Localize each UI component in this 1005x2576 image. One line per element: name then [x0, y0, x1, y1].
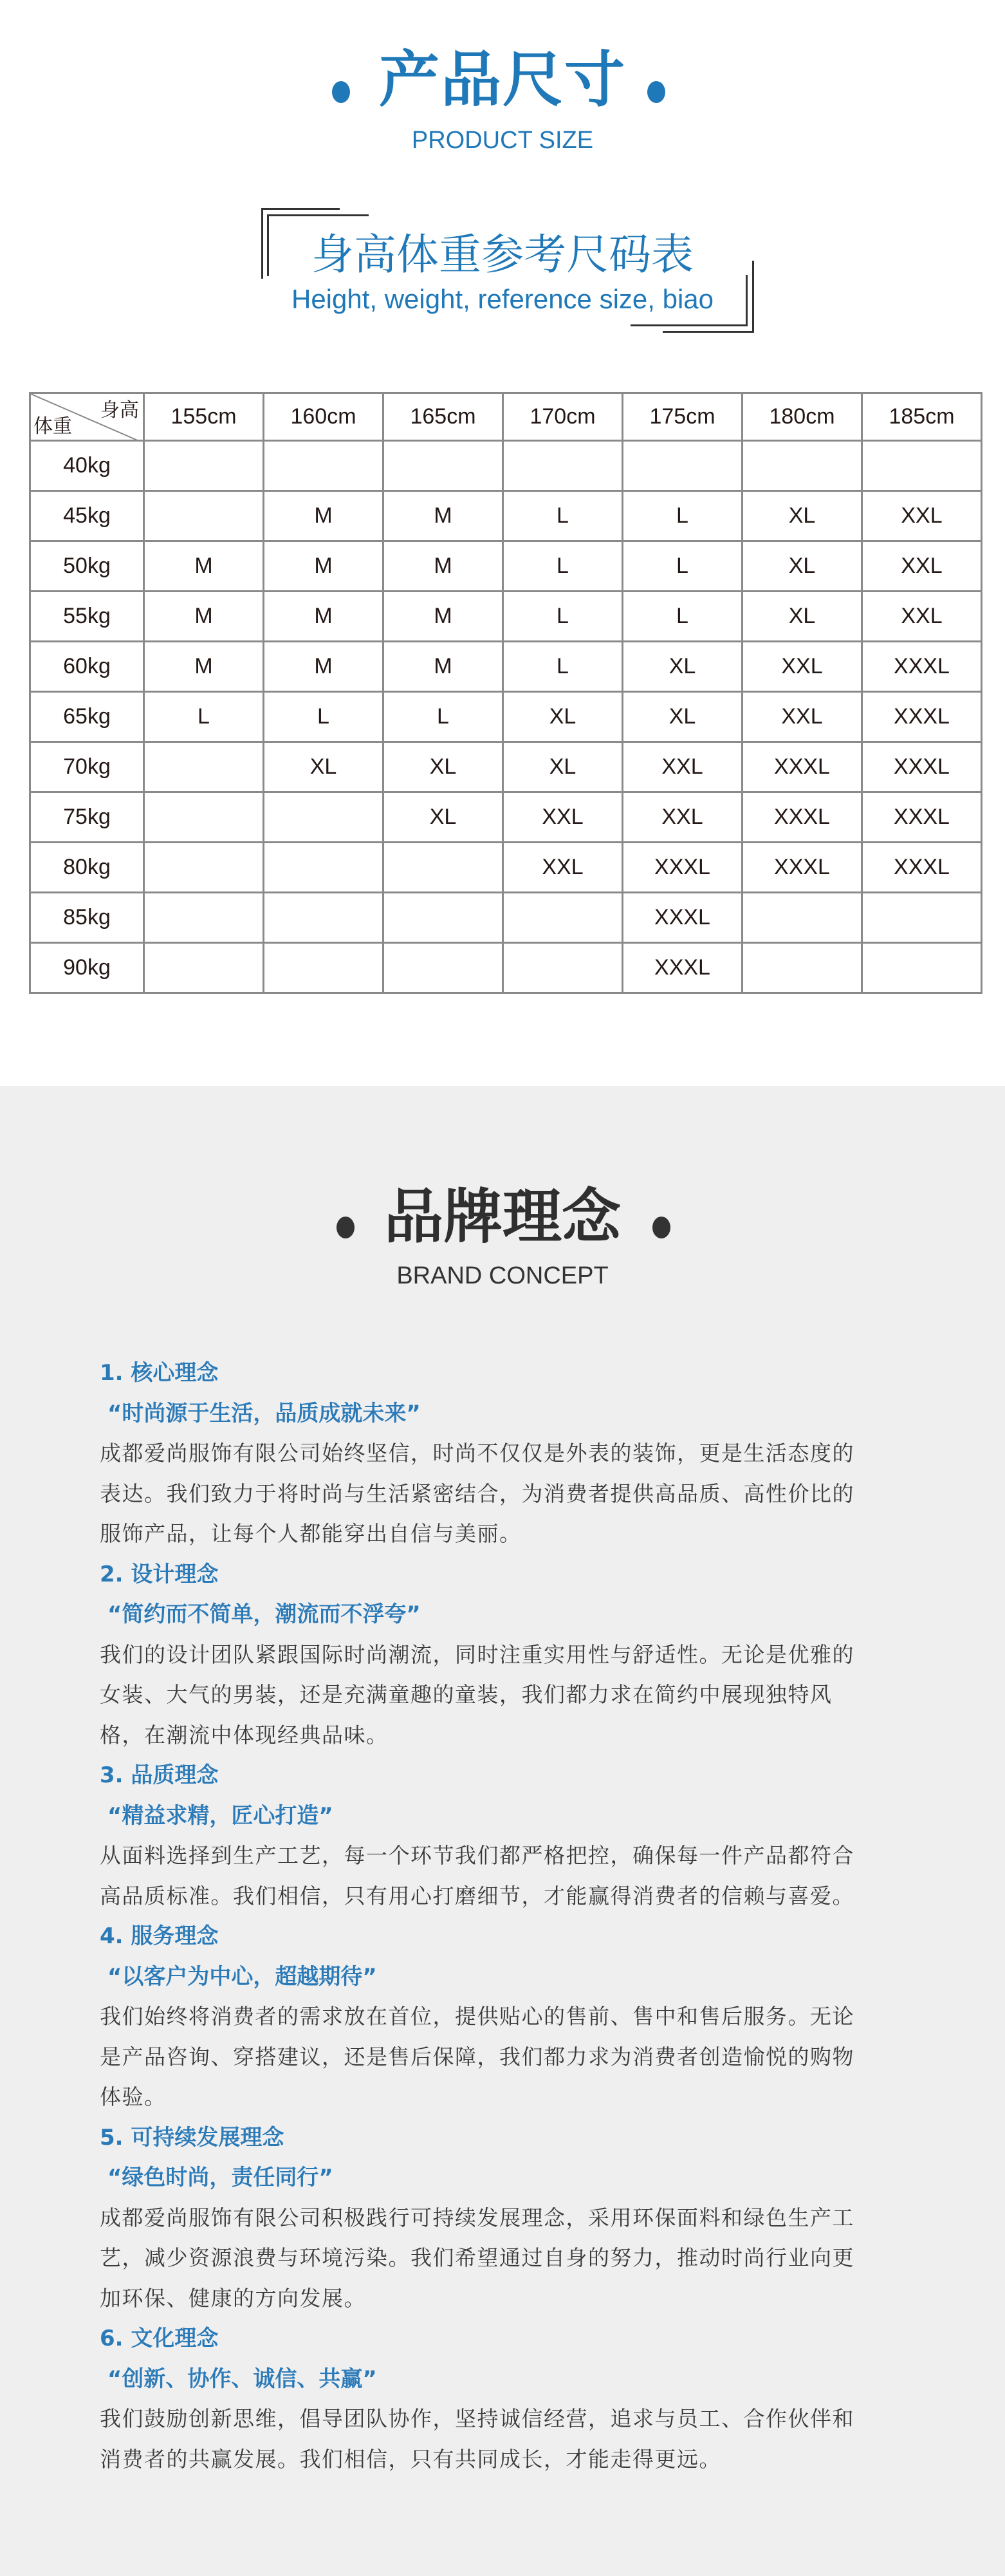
- concept-body-line: 从面料选择到生产工艺，每一个环节我们都严格把控，确保每一件产品都符合: [100, 1843, 854, 1868]
- size-cell: [503, 943, 623, 993]
- table-header-row: [30, 393, 982, 441]
- height-header-cell: 160cm: [264, 393, 383, 441]
- size-cell: [742, 441, 862, 491]
- size-cell: M: [144, 642, 264, 692]
- size-cell: [144, 742, 264, 792]
- table-row: [30, 491, 982, 541]
- height-header-cell: 175cm: [623, 393, 742, 441]
- size-cell: XL: [503, 742, 623, 792]
- concept-heading: 1. 核心理念: [100, 1360, 219, 1386]
- concept-body-line: 服饰产品，让每个人都能穿出自信与美丽。: [100, 1521, 522, 1546]
- size-cell: XXL: [503, 792, 623, 843]
- size-cell: XXXL: [623, 893, 742, 943]
- size-cell: XXL: [742, 692, 862, 742]
- concept-body-line: 成都爱尚服饰有限公司始终坚信，时尚不仅仅是外表的装饰，更是生活态度的: [100, 1441, 854, 1466]
- concept-quote: “精益求精，匠心打造”: [107, 1802, 333, 1829]
- concept-item: [100, 1353, 923, 1554]
- weight-cell: 90kg: [30, 943, 144, 993]
- size-cell: XL: [264, 742, 383, 792]
- concept-quote: “简约而不简单，潮流而不浮夸”: [107, 1601, 421, 1627]
- brand-dot-right: [652, 1217, 670, 1238]
- size-cell: XXXL: [742, 843, 862, 893]
- size-cell: [862, 441, 982, 491]
- size-cell: XXXL: [742, 742, 862, 792]
- size-cell: [503, 441, 623, 491]
- size-cell: L: [144, 692, 264, 742]
- concept-item: [100, 2319, 923, 2479]
- size-section-title: 产品尺寸: [378, 45, 626, 115]
- table-row: [30, 893, 982, 943]
- concept-item: [100, 1755, 923, 1916]
- size-cell: [862, 943, 982, 993]
- size-cell: [144, 792, 264, 843]
- table-row: [30, 843, 982, 893]
- size-cell: M: [383, 541, 503, 592]
- concept-body-line: 格，在潮流中体现经典品味。: [100, 1722, 389, 1748]
- weight-cell: 65kg: [30, 692, 144, 742]
- concept-body-line: 表达。我们致力于将时尚与生活紧密结合，为消费者提供高品质、高性价比的: [100, 1480, 854, 1506]
- size-cell: XXL: [742, 642, 862, 692]
- size-cell: XL: [383, 792, 503, 843]
- size-cell: XXXL: [742, 792, 862, 843]
- weight-cell: 85kg: [30, 893, 144, 943]
- table-row: [30, 692, 982, 742]
- size-cell: XL: [623, 692, 742, 742]
- table-row: [30, 592, 982, 642]
- concept-heading: 4. 服务理念: [100, 1923, 219, 1949]
- concept-body-line: 成都爱尚服饰有限公司积极践行可持续发展理念，采用环保面料和绿色生产工: [100, 2205, 854, 2230]
- brand-section-subtitle: BRAND CONCEPT: [396, 1262, 609, 1289]
- concept-body-line: 我们的设计团队紧跟国际时尚潮流，同时注重实用性与舒适性。无论是优雅的: [100, 1641, 854, 1667]
- concept-body-line: 我们始终将消费者的需求放在首位，提供贴心的售前、售中和售后服务。无论: [100, 2004, 854, 2029]
- height-header-cell: 180cm: [742, 393, 862, 441]
- size-cell: XXL: [623, 742, 742, 792]
- size-cell: [383, 441, 503, 491]
- size-cell: L: [503, 491, 623, 541]
- size-cell: XXXL: [862, 642, 982, 692]
- size-cell: [144, 441, 264, 491]
- size-cell: M: [144, 541, 264, 592]
- concept-item: [100, 1916, 923, 2118]
- concept-quote: “以客户为中心，超越期待”: [107, 1963, 377, 1990]
- table-row: [30, 742, 982, 792]
- size-cell: M: [264, 642, 383, 692]
- weight-cell: 70kg: [30, 742, 144, 792]
- concept-quote: “时尚源于生活，品质成就未来”: [107, 1400, 421, 1426]
- size-cell: XXL: [503, 843, 623, 893]
- size-cell: [742, 943, 862, 993]
- brand-section-title: 品牌理念: [383, 1182, 621, 1251]
- weight-cell: 60kg: [30, 642, 144, 692]
- concept-heading: 5. 可持续发展理念: [100, 2124, 284, 2151]
- size-chart-table: [29, 392, 982, 994]
- size-cell: [264, 943, 383, 993]
- brand-concepts-list: [100, 1353, 923, 2479]
- size-cell: [264, 441, 383, 491]
- concept-body-line: 体验。: [100, 2084, 167, 2109]
- size-cell: XXXL: [862, 692, 982, 742]
- size-cell: M: [264, 491, 383, 541]
- weight-cell: 45kg: [30, 491, 144, 541]
- size-cell: [503, 893, 623, 943]
- size-cell: [264, 792, 383, 843]
- table-row: [30, 642, 982, 692]
- concept-body-line: 消费者的共赢发展。我们相信，只有共同成长，才能走得更远。: [100, 2446, 721, 2472]
- concept-body-line: 艺，减少资源浪费与环境污染。我们希望通过自身的努力，推动时尚行业向更: [100, 2245, 854, 2270]
- concept-quote: “创新、协作、诚信、共赢”: [107, 2366, 377, 2392]
- chart-title: 身高体重参考尺码表: [311, 230, 694, 279]
- size-cell: XXXL: [862, 843, 982, 893]
- height-header-cell: 170cm: [503, 393, 623, 441]
- size-cell: [862, 893, 982, 943]
- height-header-cell: 165cm: [383, 393, 503, 441]
- size-cell: XL: [623, 642, 742, 692]
- size-cell: XL: [383, 742, 503, 792]
- concept-body-line: 是产品咨询、穿搭建议，还是售后保障，我们都力求为消费者创造愉悦的购物: [100, 2044, 854, 2069]
- table-row: [30, 441, 982, 491]
- concept-body-line: 我们鼓励创新思维，倡导团队协作，坚持诚信经营，追求与员工、合作伙伴和: [100, 2406, 854, 2431]
- size-cell: XXXL: [862, 742, 982, 792]
- size-cell: L: [503, 592, 623, 642]
- table-row: [30, 943, 982, 993]
- size-cell: M: [264, 541, 383, 592]
- size-cell: XL: [742, 491, 862, 541]
- size-cell: [264, 843, 383, 893]
- corner-weight-label: 体重: [33, 416, 72, 437]
- size-cell: L: [623, 491, 742, 541]
- size-cell: XXL: [862, 592, 982, 642]
- size-cell: [144, 893, 264, 943]
- size-section-subtitle: PRODUCT SIZE: [411, 127, 594, 154]
- chart-subtitle: Height, weight, reference size, biao: [291, 284, 714, 314]
- table-row: [30, 541, 982, 592]
- size-cell: XL: [742, 541, 862, 592]
- size-cell: L: [383, 692, 503, 742]
- concept-heading: 3. 品质理念: [100, 1762, 219, 1788]
- size-cell: XXXL: [623, 843, 742, 893]
- weight-cell: 50kg: [30, 541, 144, 592]
- concept-quote: “绿色时尚，责任同行”: [107, 2165, 333, 2190]
- size-cell: [144, 943, 264, 993]
- title-dot-right: [647, 81, 665, 103]
- size-cell: L: [264, 692, 383, 742]
- size-cell: [383, 943, 503, 993]
- size-cell: [623, 441, 742, 491]
- table-corner-cell: [30, 393, 144, 441]
- size-cell: [383, 843, 503, 893]
- size-cell: [264, 893, 383, 943]
- size-cell: L: [503, 642, 623, 692]
- weight-cell: 75kg: [30, 792, 144, 843]
- size-cell: XL: [742, 592, 862, 642]
- size-cell: M: [383, 491, 503, 541]
- size-cell: XXL: [623, 792, 742, 843]
- size-cell: M: [383, 642, 503, 692]
- height-header-cell: 185cm: [862, 393, 982, 441]
- weight-cell: 55kg: [30, 592, 144, 642]
- concept-body-line: 高品质标准。我们相信，只有用心打磨细节，才能赢得消费者的信赖与喜爱。: [100, 1883, 854, 1909]
- concept-item: [100, 1554, 923, 1756]
- concept-item: [100, 2118, 923, 2319]
- size-cell: M: [264, 592, 383, 642]
- size-cell: L: [503, 541, 623, 592]
- size-cell: [144, 491, 264, 541]
- size-cell: XL: [503, 692, 623, 742]
- concept-body-line: 加环保、健康的方向发展。: [100, 2285, 366, 2311]
- corner-height-label: 身高: [100, 400, 139, 421]
- size-cell: [144, 843, 264, 893]
- concept-heading: 2. 设计理念: [100, 1561, 219, 1587]
- weight-cell: 40kg: [30, 441, 144, 491]
- size-cell: XXXL: [862, 792, 982, 843]
- size-cell: M: [144, 592, 264, 642]
- weight-cell: 80kg: [30, 843, 144, 893]
- size-cell: XXL: [862, 491, 982, 541]
- height-header-cell: 155cm: [144, 393, 264, 441]
- size-cell: M: [383, 592, 503, 642]
- concept-body-line: 女装、大气的男装，还是充满童趣的童装，我们都力求在简约中展现独特风: [100, 1682, 833, 1707]
- size-cell: [742, 893, 862, 943]
- size-cell: L: [623, 541, 742, 592]
- size-cell: XXXL: [623, 943, 742, 993]
- size-cell: L: [623, 592, 742, 642]
- size-cell: XXL: [862, 541, 982, 592]
- size-cell: [383, 893, 503, 943]
- concept-heading: 6. 文化理念: [100, 2326, 219, 2351]
- table-row: [30, 792, 982, 843]
